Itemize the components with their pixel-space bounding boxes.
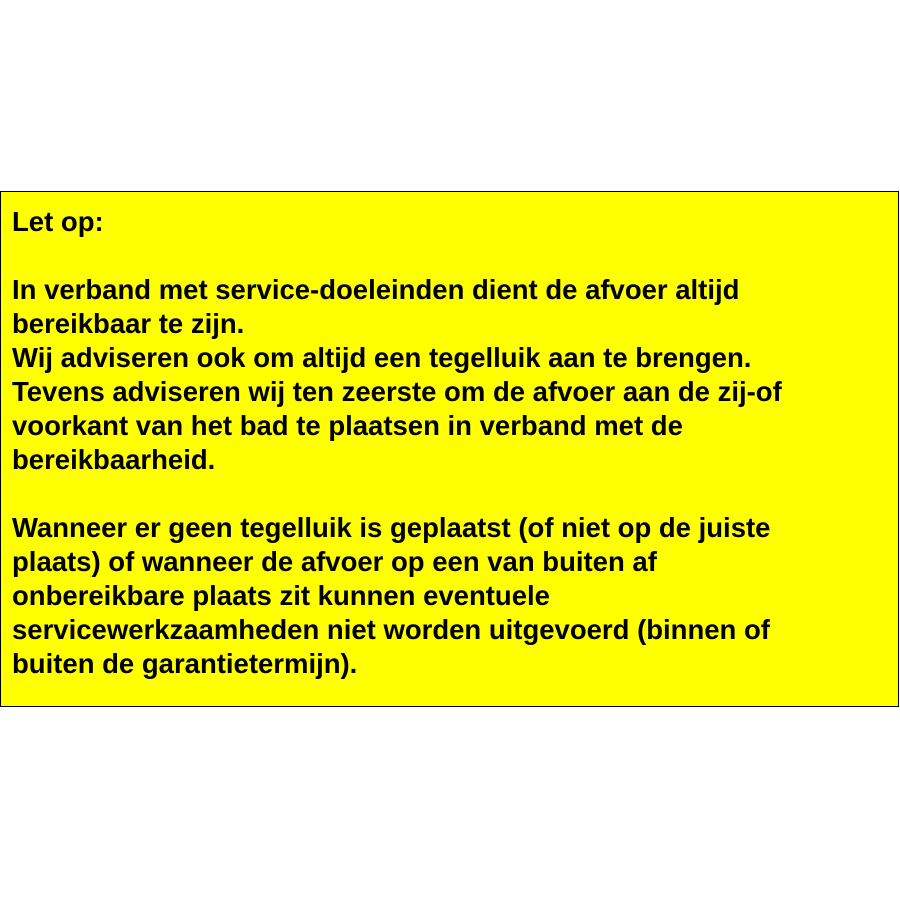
paragraph-1-line: Tevens adviseren wij ten zeerste om de afvoer aan de zij-of bbox=[12, 376, 782, 407]
paragraph-2-line: onbereikbare plaats zit kunnen eventuele bbox=[12, 580, 550, 611]
notice-box bbox=[0, 191, 899, 707]
paragraph-2-line: buiten de garantietermijn). bbox=[12, 648, 358, 679]
paragraph-2-line: Wanneer er geen tegelluik is geplaatst (of niet op de juiste bbox=[12, 512, 771, 543]
paragraph-1-line: bereikbaarheid. bbox=[12, 444, 216, 475]
paragraph-2-line: plaats) of wanneer de afvoer op een van buiten af bbox=[12, 546, 657, 577]
paragraph-1-line: voorkant van het bad te plaatsen in verband met de bbox=[12, 410, 683, 441]
paragraph-1-line: bereikbaar te zijn. bbox=[12, 308, 245, 339]
notice-paragraph-1 bbox=[12, 273, 898, 477]
notice-heading bbox=[12, 205, 898, 239]
paragraph-1-line: Wij adviseren ook om altijd een tegelluik aan te brengen. bbox=[12, 342, 752, 373]
paragraph-2-line: servicewerkzaamheden niet worden uitgevoerd (binnen of bbox=[12, 614, 770, 645]
spacer bbox=[12, 239, 898, 273]
paragraph-1-line: In verband met service-doeleinden dient de afvoer altijd bbox=[12, 274, 740, 305]
spacer bbox=[12, 477, 898, 511]
notice-paragraph-2 bbox=[12, 511, 898, 681]
notice-heading-text: Let op: bbox=[12, 206, 104, 237]
